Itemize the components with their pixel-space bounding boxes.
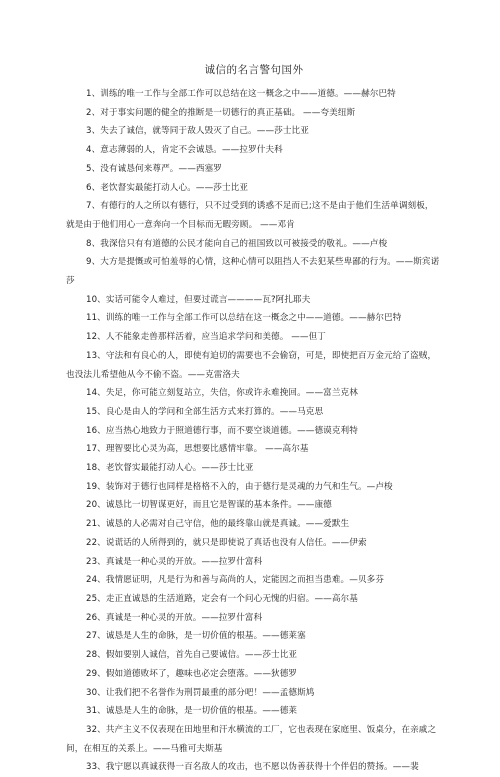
quote-item: 9、大方是提慨或可怕羞辱的心情，这种心情可以阻挡人不去犯某些卑鄙的行为。——斯宾诺莎 <box>66 257 440 287</box>
quote-item: 23、真诚是一种心灵的开放。——拉罗什富科 <box>86 556 263 567</box>
quote-item: 32、共产主义不仅表现在田地里和汗水横流的工厂，它也表现在家庭里、饭桌分，在亲戚之间，在相互的关系上。——马雅可夫斯基 <box>66 724 437 754</box>
quote-item: 7、有德行的人之所以有德行，只不过受到的诱惑不足而已;这不是由于他们生活单调刻板，就是由于他们用心一意奔向一个目标而无暇旁顾。 ——邓肯 <box>66 201 434 230</box>
quote-item: 6、老饮督实最能打动人心。——莎士比亚 <box>86 182 249 193</box>
quote-item: 5、没有诚恳何来尊严。——西塞罗 <box>86 163 222 174</box>
quote-item: 31、诚恳是人生的命脉，是一切价值的根基。——德莱 <box>86 706 298 717</box>
quote-item: 25、走正直诚恳的生活道路，定会有一个问心无愧的归宿。——高尔基 <box>86 593 358 604</box>
quote-item: 2、对于事实问题的健全的推断是一切德行的真正基础。 ——夸美纽斯 <box>86 107 356 118</box>
quote-item: 11、训练的唯一工作与全部工作可以总结在这一概念之中——道德。——赫尔巴特 <box>86 313 402 324</box>
document-title: 诚信的名言警句国外 <box>204 64 304 76</box>
quote-item: 33、我宁愿以真诚获得一百名敌人的攻击，也不愿以伪善获得十个伴侣的赞扬。——裴 <box>86 762 419 773</box>
quote-item: 3、失去了诚信，就等同于敌人毁灭了自己。——莎士比亚 <box>86 126 309 137</box>
quote-item: 29、假如道德败坏了，趣味也必定会堕落。——狄德罗 <box>86 668 298 679</box>
quote-item: 17、理智要比心灵为高，思想要比感情牢靠。 ——高尔基 <box>86 444 309 455</box>
quote-item: 22、说谎话的人所得到的，就只是即使说了真话也没有人信任。——伊索 <box>86 537 367 548</box>
quote-item: 26、真诚是一种心灵的开放。——拉罗什富科 <box>86 612 263 623</box>
quote-item: 8、我深信只有有道德的公民才能向自己的祖国致以可被接受的敬礼。——卢梭 <box>86 238 388 249</box>
quote-item: 19、装饰对于德行也同样是格格不入的，由于德行是灵魂的力气和生气。—卢梭 <box>86 481 393 492</box>
quote-item: 16、应当热心地致力于照道德行事，而不要空谈道德。——德谟克利特 <box>86 425 358 436</box>
quote-item: 1、训练的唯一工作与全部工作可以总结在这一概念之中——道德。——赫尔巴特 <box>86 89 396 99</box>
quote-item: 28、假如要别人诚信，首先自己要诚信。——莎士比亚 <box>86 650 298 661</box>
quote-item: 15、良心是由人的学问和全部生活方式来打算的。——马克思 <box>86 406 324 417</box>
quote-item: 27、诚恳是人生的命脉，是一切价值的根基。——德莱塞 <box>86 631 306 642</box>
quote-item: 18、老饮督实最能打动人心。——莎士比亚 <box>86 463 254 474</box>
quote-item: 12、人不能象走兽那样活着，应当追求学问和美德。 ——但丁 <box>86 332 327 343</box>
quote-item: 20、诚恳比一切智谋更好，而且它是智谋的基本条件。——康德 <box>86 500 332 511</box>
quote-list <box>66 85 442 777</box>
quote-item: 24、我情愿证明，凡是行为和善与高尚的人，定能因之而担当患难。—贝多芬 <box>86 575 385 586</box>
quote-item: 14、失足，你可能立刻复站立，失信，你或许永难挽回。——富兰克林 <box>86 388 358 399</box>
quote-item: 30、让我们把不名誉作为刑罚最重的部分吧！——孟德斯鸠 <box>86 687 315 698</box>
quote-item: 10、实话可能令人难过，但要过谎言————瓦?阿扎耶夫 <box>86 294 311 305</box>
quote-item: 21、诚恳的人必需对自己守信，他的最终靠山就是真诚。——爱默生 <box>86 519 350 530</box>
quote-item: 4、意志薄弱的人，肯定不会诚恳。——拉罗什夫科 <box>86 145 283 156</box>
quote-item: 13、守法和有良心的人，即使有迫切的需要也不会偷窃，可是，即使把百万金元给了盗贼，也没法儿希望他从今不偷不盗。——克雷洛夫 <box>66 350 437 380</box>
